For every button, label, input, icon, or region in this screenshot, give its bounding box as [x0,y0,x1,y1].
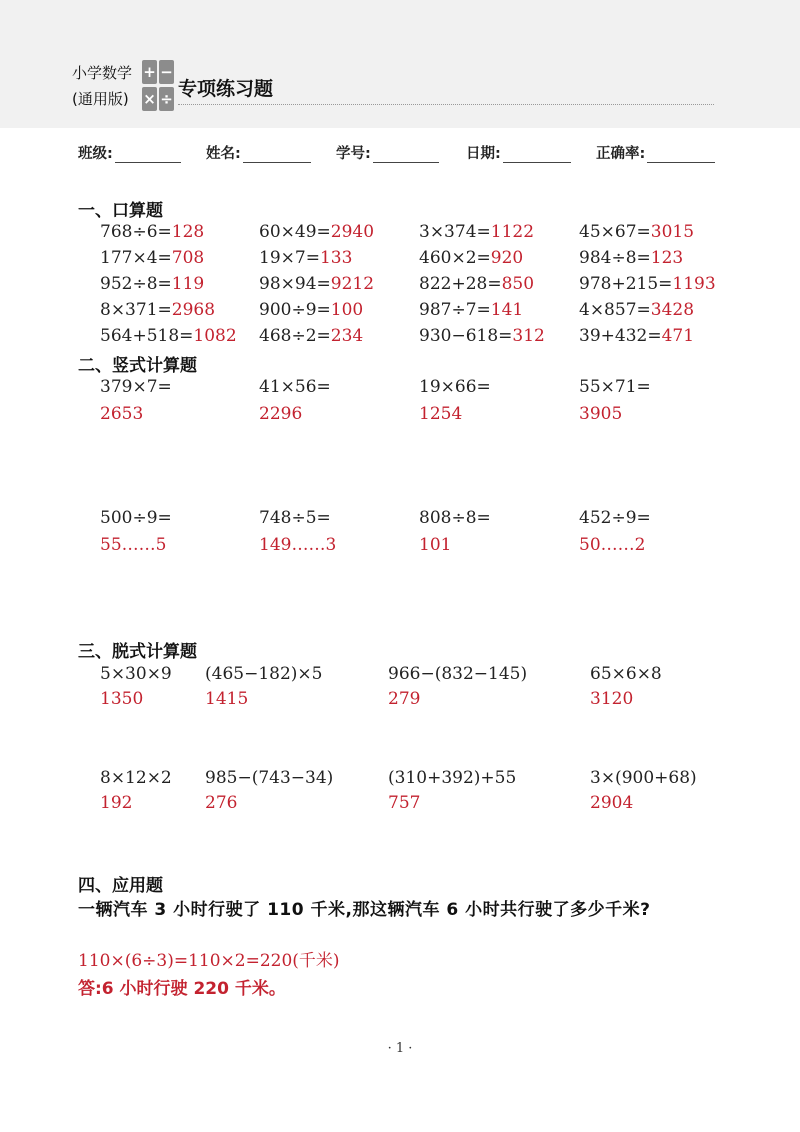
oral-problem [100,219,204,245]
oral-answer: 100 [330,300,364,320]
oral-answer: 1082 [193,326,237,346]
divide-icon: ÷ [159,87,174,111]
operator-logo [142,60,176,114]
stepwise-answer: 1350 [100,689,144,709]
header-divider [178,104,714,105]
series-title: 专项练习题 [178,78,274,100]
minus-icon: − [159,60,174,84]
stepwise-answer: 276 [205,793,238,813]
oral-expression: 45×67= [579,222,651,242]
section1-title: 一、口算题 [78,201,163,221]
vertical-answer: 3905 [579,404,623,424]
stepwise-problem: 65×6×8 [590,664,662,684]
name-field [206,142,311,163]
word-problem-answer: 答:6 小时行驶 220 千米。 [78,979,286,999]
word-problem-solution: 110×(6÷3)=110×2=220(千米) [78,951,340,971]
vertical-answer: 2653 [100,404,144,424]
oral-expression: 952÷8= [100,274,172,294]
oral-problem [579,323,694,349]
vertical-problem: 808÷8= [419,508,491,528]
stepwise-problem: (465−182)×5 [205,664,323,684]
oral-answer: 708 [171,248,205,268]
stepwise-answer: 1415 [205,689,249,709]
oral-problem [100,297,215,323]
vertical-problem: 55×71= [579,377,651,397]
vertical-answer: 2296 [259,404,303,424]
oral-expression: 19×7= [259,248,320,268]
accuracy-blank[interactable] [647,148,715,163]
oral-answer: 119 [171,274,205,294]
oral-answer: 1193 [672,274,716,294]
oral-expression: 468÷2= [259,326,331,346]
oral-row [0,219,800,245]
vertical-problem: 41×56= [259,377,331,397]
oral-expression: 768÷6= [100,222,172,242]
oral-expression: 930−618= [419,326,513,346]
stepwise-answer: 279 [388,689,421,709]
oral-problem [419,297,523,323]
oral-expression: 3×374= [419,222,491,242]
date-field [466,142,571,163]
oral-expression: 900÷9= [259,300,331,320]
vertical-problem: 748÷5= [259,508,331,528]
vertical-problem: 379×7= [100,377,172,397]
oral-answer: 9212 [330,274,375,294]
oral-answer: 128 [171,222,205,242]
oral-problem [259,271,374,297]
oral-answer: 234 [330,326,364,346]
name-blank[interactable] [243,148,311,163]
oral-answer: 1122 [490,222,535,242]
student-id-label: 学号: [336,146,371,162]
oral-problem [100,271,204,297]
oral-expression: 987÷7= [419,300,491,320]
section2-title: 二、竖式计算题 [78,356,197,376]
oral-problem [419,219,534,245]
section4-title: 四、应用题 [78,876,163,896]
vertical-answer: 1254 [419,404,463,424]
oral-answer: 920 [490,248,524,268]
oral-problem [419,245,523,271]
brand-line1: 小学数学 [72,64,133,82]
oral-row [0,271,800,297]
oral-expression: 60×49= [259,222,331,242]
oral-row [0,323,800,349]
brand-line2: (通用版) [72,90,129,108]
oral-answer: 2968 [171,300,216,320]
vertical-problem: 452÷9= [579,508,651,528]
stepwise-answer: 192 [100,793,133,813]
date-label: 日期: [466,146,501,162]
stepwise-problem: 966−(832−145) [388,664,528,684]
class-blank[interactable] [115,148,181,163]
oral-problem [259,297,363,323]
oral-answer: 850 [501,274,535,294]
stepwise-problem: 3×(900+68) [590,768,697,788]
class-label: 班级: [78,146,113,162]
vertical-problem: 19×66= [419,377,491,397]
oral-problem [259,245,352,271]
oral-expression: 822+28= [419,274,502,294]
plus-icon: + [142,60,157,84]
vertical-answer: 149……3 [259,535,337,555]
oral-answer: 471 [661,326,695,346]
brand-label [72,60,132,112]
word-problem-question: 一辆汽车 3 小时行驶了 110 千米,那这辆汽车 6 小时共行驶了多少千米? [78,900,651,920]
oral-row [0,297,800,323]
stepwise-answer: 757 [388,793,421,813]
oral-problem [419,271,534,297]
oral-expression: 4×857= [579,300,651,320]
date-blank[interactable] [503,148,571,163]
oral-problem [259,219,374,245]
stepwise-problem: 5×30×9 [100,664,172,684]
vertical-answer: 101 [419,535,452,555]
oral-expression: 564+518= [100,326,194,346]
stepwise-problem: 985−(743−34) [205,768,334,788]
oral-expression: 8×371= [100,300,172,320]
stepwise-answer: 2904 [590,793,634,813]
student-id-field [336,142,439,163]
oral-answer: 3015 [650,222,695,242]
oral-expression: 98×94= [259,274,331,294]
vertical-answer: 50……2 [579,535,646,555]
oral-answer: 312 [512,326,545,346]
oral-answer: 133 [319,248,353,268]
accuracy-label: 正确率: [596,146,646,162]
oral-expression: 177×4= [100,248,172,268]
oral-problem [579,297,694,323]
oral-problem [579,245,683,271]
oral-expression: 978+215= [579,274,673,294]
name-label: 姓名: [206,146,241,162]
oral-answer: 3428 [650,300,695,320]
oral-row [0,245,800,271]
times-icon: × [142,87,157,111]
oral-expression: 984÷8= [579,248,651,268]
oral-expression: 39+432= [579,326,662,346]
student-id-blank[interactable] [373,148,439,163]
oral-answer: 123 [650,248,684,268]
oral-problem [100,323,237,349]
oral-answer: 141 [490,300,524,320]
oral-problem [259,323,363,349]
oral-problem [579,271,716,297]
stepwise-problem: (310+392)+55 [388,768,517,788]
oral-expression: 460×2= [419,248,491,268]
class-field [78,142,181,163]
oral-problem [100,245,204,271]
section3-title: 三、脱式计算题 [78,642,197,662]
stepwise-problem: 8×12×2 [100,768,172,788]
stepwise-answer: 3120 [590,689,634,709]
accuracy-field [596,142,715,163]
oral-answer: 2940 [330,222,375,242]
oral-problem [579,219,694,245]
vertical-problem: 500÷9= [100,508,172,528]
oral-problem [419,323,545,349]
vertical-answer: 55……5 [100,535,167,555]
page-number: · 1 · [387,1041,413,1056]
